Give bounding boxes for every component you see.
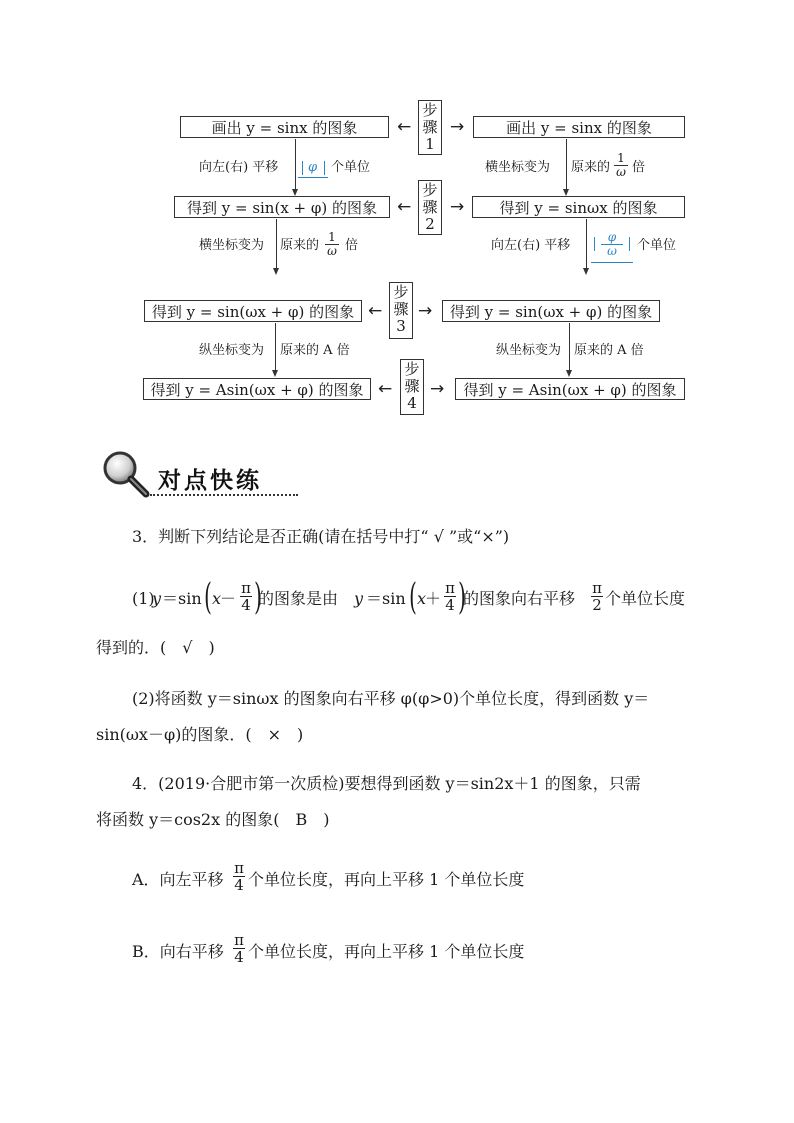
option-b-post: 个单位长度，再向上平移 1 个单位长度 — [248, 942, 525, 961]
q4-line-2: 将函数 y＝cos2x 的图象( B ) — [96, 810, 330, 829]
step-1 — [418, 100, 442, 155]
q3-1-x: x — [212, 589, 222, 608]
frac-den: ω — [601, 244, 623, 258]
right-annot-2-pre: 向左(右) 平移 — [491, 238, 571, 253]
paren-open-1: ( — [204, 577, 212, 618]
right-arrow-1-line — [566, 139, 567, 189]
right-annot-3-post: 原来的 A 倍 — [574, 343, 644, 358]
right-box-3: 得到 y = sin(ωx + φ) 的图象 — [442, 300, 660, 322]
option-a-post: 个单位长度，再向上平移 1 个单位长度 — [248, 870, 525, 889]
q3-1-frac-1 — [240, 580, 252, 613]
option-a-pre: A．向左平移 — [132, 870, 224, 889]
arrow-left-3: ← — [368, 301, 383, 321]
step-1-char-b: 骤 — [422, 118, 438, 136]
right-annot-1-pre: 横坐标变为 — [485, 160, 551, 175]
frac-den: ω — [325, 244, 339, 258]
q3-1-y: y — [152, 589, 162, 608]
left-annot-1-val: φ — [308, 160, 318, 175]
step-2-char-b: 骤 — [422, 198, 438, 216]
right-arrow-2-line — [586, 219, 587, 268]
frac-num: φ — [607, 230, 617, 244]
frac-den: 4 — [234, 948, 244, 966]
frac-num: π — [241, 579, 251, 597]
q3-1-text-1: 的图象是由 — [258, 589, 339, 608]
step-1-num: 1 — [425, 135, 435, 153]
blank-underline-2 — [591, 262, 633, 263]
frac-num: π — [234, 931, 244, 949]
frac-num: 1 — [328, 230, 336, 244]
frac-num: 1 — [617, 151, 625, 165]
right-arrow-3-line — [569, 323, 570, 370]
frac-num: π — [592, 579, 602, 597]
frac-num: π — [234, 859, 244, 877]
abs-bar-right-2 — [629, 237, 630, 251]
option-b-frac — [233, 932, 245, 965]
q3-1-y2: y — [354, 589, 364, 608]
right-arrow-3-head — [566, 370, 572, 377]
left-annot-2-frac — [325, 231, 339, 258]
option-a-frac — [233, 860, 245, 893]
paren-close-1: ) — [254, 577, 262, 618]
abs-bar-right — [324, 161, 325, 175]
frac-den: 4 — [241, 596, 251, 614]
right-annot-1-frac — [614, 152, 628, 179]
left-annot-3-pre: 纵坐标变为 — [199, 343, 265, 358]
right-annot-3-pre: 纵坐标变为 — [496, 343, 562, 358]
left-annot-2-mid: 原来的 — [280, 238, 320, 253]
q3-1-frac-3 — [591, 580, 603, 613]
blank-underline-1 — [298, 177, 328, 178]
left-annot-2-pre: 横坐标变为 — [199, 238, 265, 253]
step-4-num: 4 — [407, 394, 417, 412]
section-title: 对点快练 — [158, 468, 262, 494]
step-3-num: 3 — [396, 317, 406, 335]
section-underline — [150, 494, 298, 496]
right-annot-2-frac — [601, 231, 623, 258]
paren-close-2: ) — [458, 577, 466, 618]
left-arrow-3-line — [275, 323, 276, 370]
frac-den: ω — [614, 165, 628, 179]
arrow-left-2: ← — [397, 197, 412, 217]
arrow-right-3: → — [418, 301, 433, 321]
q3-1-line-2: 得到的．( √ ) — [96, 638, 215, 657]
step-1-char-a: 步 — [422, 101, 438, 119]
frac-num: π — [445, 579, 455, 597]
magnifier-icon — [100, 450, 160, 500]
q3-1-text-3: 个单位长度 — [605, 589, 686, 608]
option-b-pre: B．向右平移 — [132, 942, 224, 961]
q3-1-label: (1) — [132, 589, 155, 608]
left-arrow-2-line — [276, 219, 277, 268]
paren-open-2: ( — [409, 577, 417, 618]
left-arrow-1-line — [295, 139, 296, 189]
left-arrow-3-head — [272, 370, 278, 377]
left-box-3: 得到 y = sin(ωx + φ) 的图象 — [144, 300, 362, 322]
left-annot-1-pre: 向左(右) 平移 — [199, 160, 279, 175]
q4-line-1: 4．(2019·合肥市第一次质检)要想得到函数 y＝sin2x＋1 的图象，只需 — [132, 774, 641, 793]
right-box-4: 得到 y = Asin(ωx + φ) 的图象 — [455, 378, 685, 400]
left-box-2: 得到 y = sin(x + φ) 的图象 — [174, 196, 390, 218]
step-3-char-a: 步 — [393, 283, 409, 301]
abs-bar-left — [302, 161, 303, 175]
step-2 — [418, 180, 442, 235]
q3-1-minus: － — [220, 589, 237, 608]
q3-2-line-2: sin(ωx－φ)的图象．( × ) — [96, 725, 304, 744]
q3-1-text-2: 的图象向右平移 — [463, 589, 576, 608]
right-box-1: 画出 y = sinx 的图象 — [473, 116, 685, 138]
q3-stem: 3．判断下列结论是否正确(请在括号中打“ √ ”或“×”) — [132, 527, 510, 546]
left-arrow-2-head — [273, 268, 279, 275]
arrow-right-1: → — [450, 117, 465, 137]
abs-bar-left-2 — [594, 237, 595, 251]
step-4 — [400, 359, 424, 415]
q3-1-plus: ＋ — [425, 589, 442, 608]
step-3-char-b: 骤 — [393, 300, 409, 318]
q3-1-sin2: ＝sin — [366, 589, 406, 608]
frac-den: 4 — [234, 876, 244, 894]
left-box-4: 得到 y = Asin(ωx + φ) 的图象 — [143, 378, 371, 400]
left-annot-1-post: 个单位 — [331, 160, 371, 175]
q3-2-line-1: (2)将函数 y＝sinωx 的图象向右平移 φ(φ>0)个单位长度，得到函数 y＝ — [132, 689, 650, 708]
step-4-char-b: 骤 — [404, 377, 420, 395]
frac-den: 2 — [592, 596, 602, 614]
arrow-right-2: → — [450, 197, 465, 217]
left-annot-3-post: 原来的 A 倍 — [280, 343, 350, 358]
step-2-num: 2 — [425, 215, 435, 233]
left-box-1: 画出 y = sinx 的图象 — [180, 116, 389, 138]
right-arrow-2-head — [583, 268, 589, 275]
right-annot-2-post: 个单位 — [637, 238, 677, 253]
arrow-left-4: ← — [378, 379, 393, 399]
left-arrow-1-head — [292, 189, 298, 196]
left-annot-2-post: 倍 — [345, 238, 359, 253]
step-4-char-a: 步 — [404, 360, 420, 378]
right-annot-1-post: 倍 — [632, 160, 646, 175]
frac-den: 4 — [445, 596, 455, 614]
q3-1-sin: ＝sin — [162, 589, 202, 608]
arrow-right-4: → — [430, 379, 445, 399]
q3-1-frac-2 — [444, 580, 456, 613]
step-2-char-a: 步 — [422, 181, 438, 199]
right-box-2: 得到 y = sinωx 的图象 — [472, 196, 685, 218]
arrow-left-1: ← — [397, 117, 412, 137]
right-arrow-1-head — [563, 189, 569, 196]
right-annot-1-mid: 原来的 — [571, 160, 611, 175]
step-3 — [389, 282, 413, 339]
q3-1-x2: x — [417, 589, 427, 608]
